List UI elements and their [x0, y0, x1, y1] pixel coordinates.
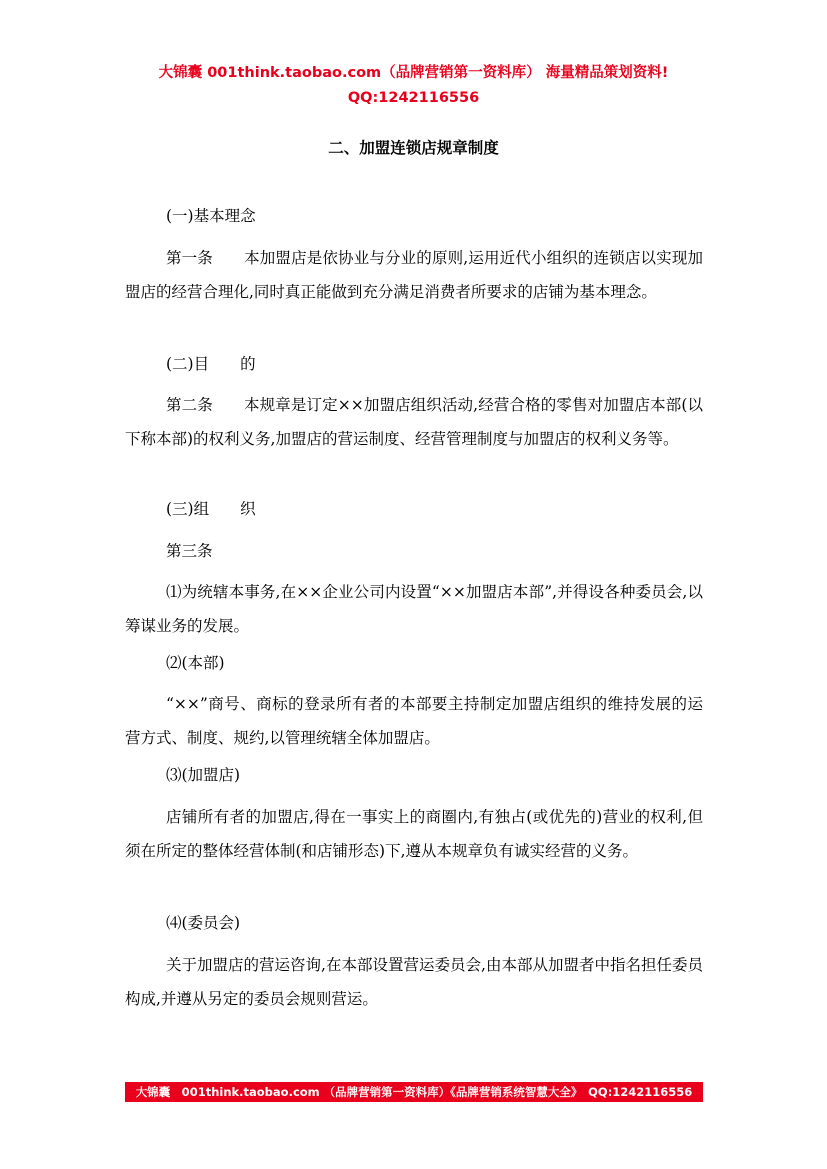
section-heading-3: (三)组 织 [166, 500, 256, 518]
section-heading-2: (二)目 的 [166, 355, 256, 373]
header-qq-line: QQ:1242116556 [347, 90, 480, 106]
footer-banner: 大锦囊 001think.taobao.com （品牌营销第一资料库）《品牌营销系统智慧大全》 QQ:1242116556 [125, 1082, 703, 1102]
item-4-text: 关于加盟店的营运咨询,在本部设置营运委员会,由本部从加盟者中指名担任委员构成,并遵从另定的委员会规则营运。 [125, 956, 703, 1008]
article-1-label: 第一条 [166, 249, 213, 267]
item-3-heading: ⑶(加盟店) [166, 766, 241, 784]
item-3-text: 店铺所有者的加盟店,得在一事实上的商圈内,有独占(或优先的)营业的权利,但须在所定的整体经营体制(和店铺形态)下,遵从本规章负有诚实经营的义务。 [125, 808, 703, 860]
article-2-label: 第二条 [166, 396, 213, 414]
item-2-text: “××”商号、商标的登录所有者的本部要主持制定加盟店组织的维持发展的运营方式、制度、规约,以管理统辖全体加盟店。 [125, 695, 703, 747]
item-4-heading: ⑷(委员会) [166, 914, 241, 932]
article-1-text: 本加盟店是依协业与分业的原则,运用近代小组织的连锁店以实现加盟店的经营合理化,同时真正能做到充分满足消费者所要求的店铺为基本理念。 [125, 249, 703, 301]
article-3-label: 第三条 [166, 542, 213, 560]
item-1: ⑴为统辖本事务,在××企业公司内设置“××加盟店本部”,并得设各种委员会,以筹谋业务的发展。 [125, 583, 703, 635]
section-heading-1: (一)基本理念 [166, 207, 256, 225]
article-2-text: 本规章是订定××加盟店组织活动,经营合格的零售对加盟店本部(以下称本部)的权利义务,加盟店的营运制度、经营管理制度与加盟店的权利义务等。 [125, 396, 703, 448]
item-2-heading: ⑵(本部) [166, 654, 225, 672]
header-promo-line: 大锦囊 001think.taobao.com（品牌营销第一资料库） 海量精品策划资料! [158, 65, 669, 81]
article-2 [125, 388, 703, 456]
page-title: 二、加盟连锁店规章制度 [328, 139, 499, 157]
article-1 [125, 241, 703, 309]
